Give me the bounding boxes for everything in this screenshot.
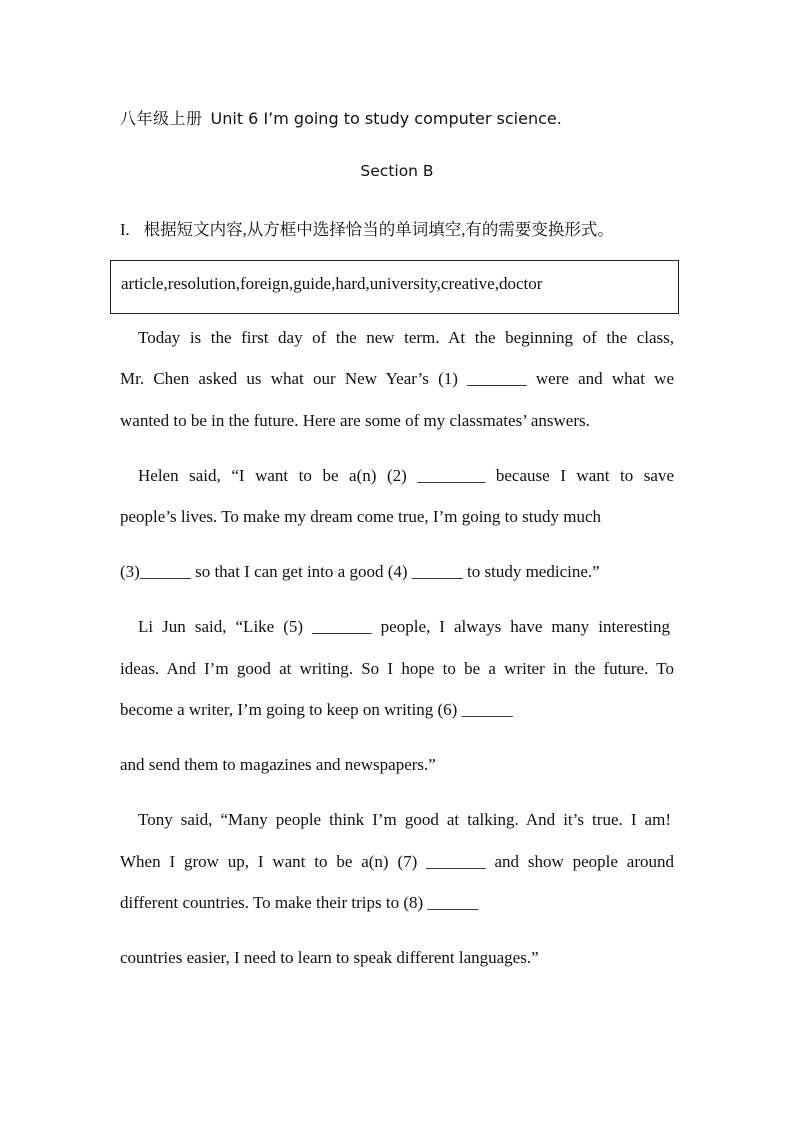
passage-line: countries easier, I need to learn to speak different languages.” (120, 948, 539, 967)
passage-line: and send them to magazines and newspapers.” (120, 755, 436, 774)
exercise-number: I. (120, 220, 130, 239)
passage-line: become a writer, I’m going to keep on writing (6) ______ (120, 700, 513, 719)
instruction-text: 根据短文内容,从方框中选择恰当的单词填空,有的需要变换形式。 (143, 220, 614, 239)
passage-line: ideas. And I’m good at writing. So I hope to be a writer in the future. To (120, 659, 674, 678)
exercise-instruction (120, 216, 614, 240)
word-bank-box (110, 260, 679, 314)
passage-line: wanted to be in the future. Here are some of my classmates’ answers. (120, 411, 590, 430)
title-grade: 八年级上册 (120, 109, 203, 128)
passage-line: Tony said, “Many people think I’m good at talking. And it’s true. I am! (138, 810, 671, 829)
passage-line: people’s lives. To make my dream come true, I’m going to study much (120, 507, 602, 526)
document-title (120, 106, 562, 129)
passage-line: Helen said, “I want to be a(n) (2) ________ because I want to save (138, 466, 674, 485)
passage-line: (3)______ so that I can get into a good (4) ______ to study medicine.” (120, 562, 600, 581)
passage-line: Mr. Chen asked us what our New Year’s (1) _______ were and what we (120, 369, 674, 388)
section-heading: Section B (360, 162, 434, 180)
passage-line: Today is the first day of the new term. At the beginning of the class, (138, 328, 674, 347)
passage-line: Li Jun said, “Like (5) _______ people, I always have many interesting (138, 617, 670, 636)
title-unit: Unit 6 I’m going to study computer science. (210, 109, 562, 128)
word-bank-list: article,resolution,foreign,guide,hard,university,creative,doctor (121, 274, 543, 293)
passage-line: When I grow up, I want to be a(n) (7) _______ and show people around (120, 852, 674, 871)
passage-line: different countries. To make their trips to (8) ______ (120, 893, 479, 912)
